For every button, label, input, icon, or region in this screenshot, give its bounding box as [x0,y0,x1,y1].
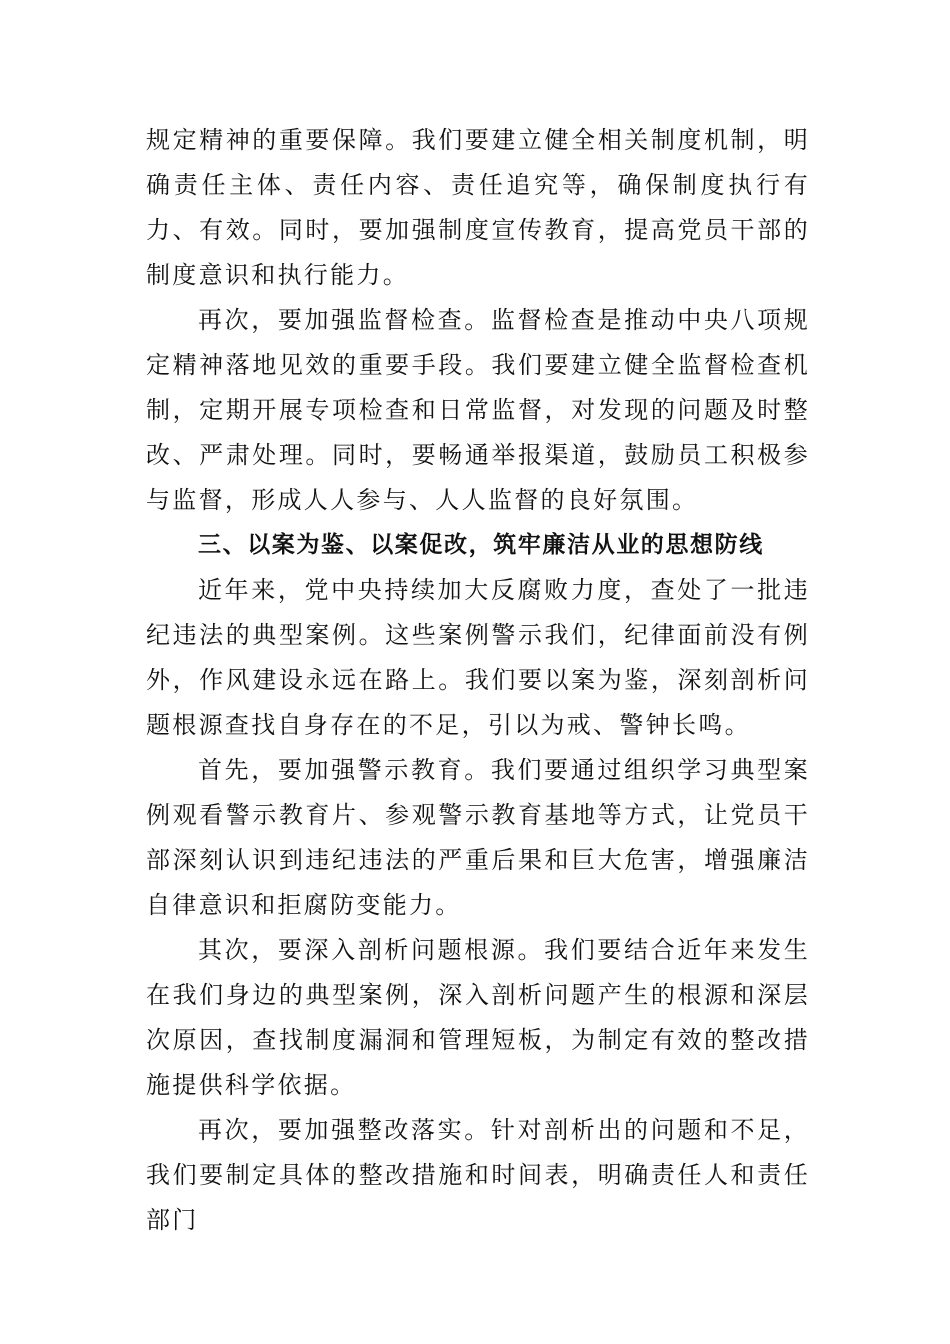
section-heading: 三、以案为鉴、以案促改，筑牢廉洁从业的思想防线 [198,532,764,558]
paragraph-root-cause: 其次，要深入剖析问题根源。我们要结合近年来发生在我们身边的典型案例，深入剖析问题产生的根源和深层次原因，查找制度漏洞和管理短板，为制定有效的整改措施提供科学依据。 [146,936,810,1099]
paragraph-intro: 近年来，党中央持续加大反腐败力度，查处了一批违纪违法的典型案例。这些案例警示我们，纪律面前没有例外，作风建设永远在路上。我们要以案为鉴，深刻剖析问题根源查找自身存在的不足，引以为戒、警钟长鸣。 [146,576,810,739]
paragraph-supervision: 再次，要加强监督检查。监督检查是推动中央八项规定精神落地见效的重要手段。我们要建立健全监督检查机制，定期开展专项检查和日常监督，对发现的问题及时整改、严肃处理。同时，要畅通举报渠道，鼓励员工积极参与监督，形成人人参与、人人监督的良好氛围。 [146,306,810,514]
document-page [146,118,810,1243]
paragraph-rectification: 再次，要加强整改落实。针对剖析出的问题和不足，我们要制定具体的整改措施和时间表，明确责任人和责任部门 [146,1116,810,1234]
paragraph-continuation: 规定精神的重要保障。我们要建立健全相关制度机制，明确责任主体、责任内容、责任追究等，确保制度执行有力、有效。同时，要加强制度宣传教育，提高党员干部的制度意识和执行能力。 [146,126,810,289]
paragraph-warning-education: 首先，要加强警示教育。我们要通过组织学习典型案例观看警示教育片、参观警示教育基地等方式，让党员干部深刻认识到违纪违法的严重后果和巨大危害，增强廉洁自律意识和拒腐防变能力。 [146,756,810,919]
